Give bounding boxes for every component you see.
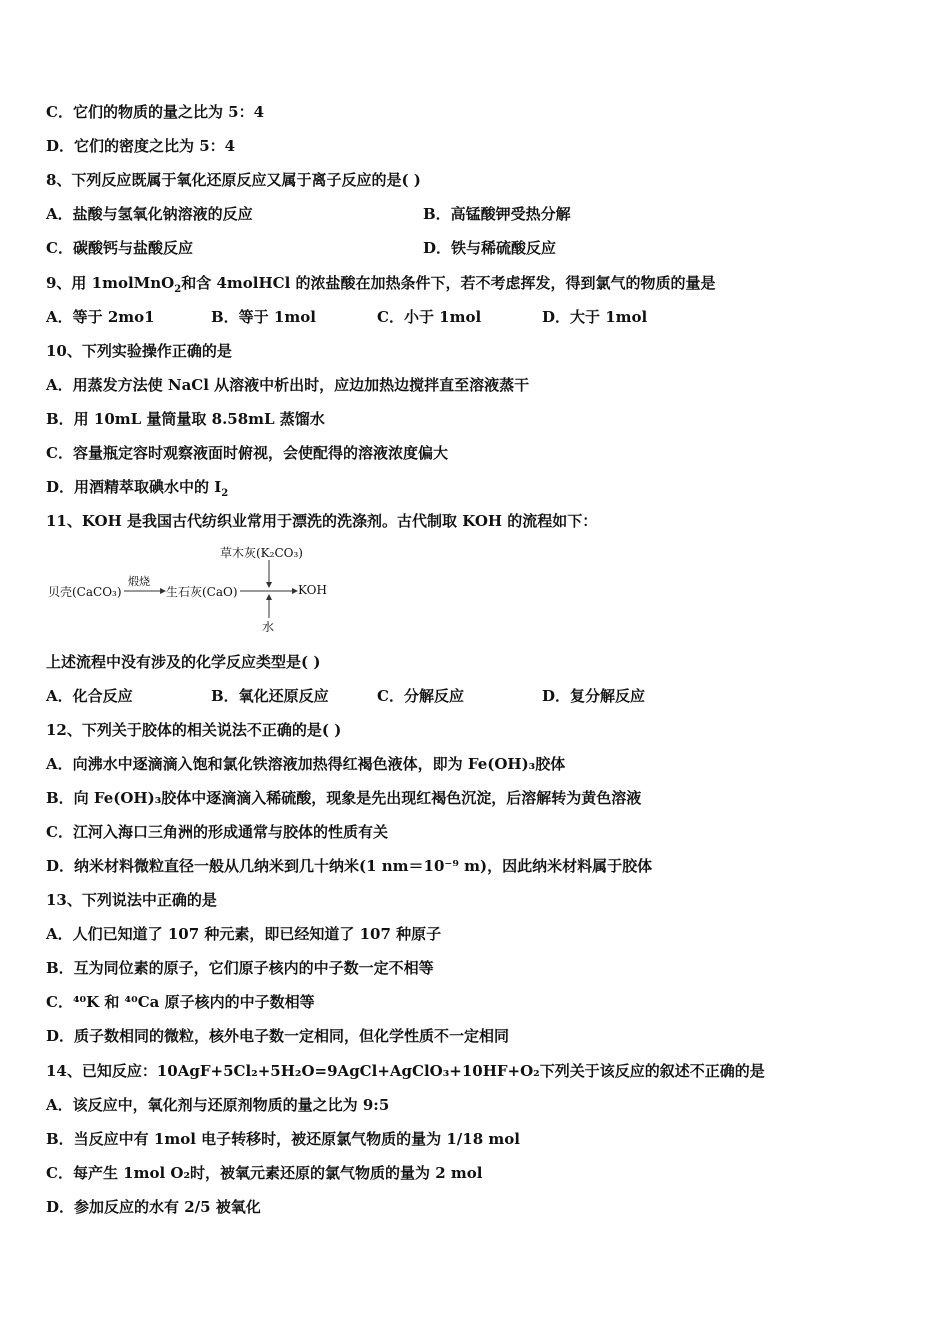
q7-option-c: C．它们的物质的量之比为 5：4: [46, 103, 265, 121]
q11-option-c: C．分解反应: [377, 687, 464, 705]
q13-option-a: A．人们已知道了 107 种元素，即已经知道了 107 种原子: [46, 925, 442, 943]
q12-option-c: C．江河入海口三角洲的形成通常与胶体的性质有关: [46, 823, 388, 841]
q14-option-c: C．每产生 1mol O₂时，被氧元素还原的氯气物质的量为 2 mol: [46, 1164, 483, 1182]
q8-option-a: A．盐酸与氢氧化钠溶液的反应: [46, 205, 253, 223]
q9-option-d: D．大于 1mol: [542, 308, 648, 326]
q8-option-b: B．高锰酸钾受热分解: [423, 205, 571, 223]
flow-koh: KOH: [298, 583, 327, 597]
q8-stem: 8、下列反应既属于氧化还原反应又属于离子反应的是( ): [46, 171, 421, 189]
q12-option-b: B．向 Fe(OH)₃胶体中逐滴滴入稀硫酸，现象是先出现红褐色沉淀，后溶解转为黄色溶液: [46, 789, 642, 807]
q14-option-b: B．当反应中有 1mol 电子转移时，被还原氯气物质的量为 1/18 mol: [46, 1130, 520, 1148]
q13-stem: 13、下列说法中正确的是: [46, 891, 217, 909]
q8-option-c: C．碳酸钙与盐酸反应: [46, 239, 193, 257]
q9-option-a: A．等于 2mo1: [46, 308, 155, 326]
flow-lime: 生石灰(CaO): [166, 585, 238, 599]
q14-stem: 14、已知反应：10AgF+5Cl₂+5H₂O=9AgCl+AgClO₃+10HF+O₂下列关于该反应的叙述不正确的是: [46, 1062, 765, 1080]
flow-ash: 草木灰(K₂CO₃): [220, 546, 303, 560]
q10-option-b: B．用 10mL 量筒量取 8.58mL 蒸馏水: [46, 410, 325, 428]
q13-option-b: B．互为同位素的原子，它们原子核内的中子数一定不相等: [46, 959, 434, 977]
q8-option-d: D．铁与稀硫酸反应: [423, 239, 557, 257]
q10-option-a: A．用蒸发方法使 NaCl 从溶液中析出时，应边加热边搅拌直至溶液蒸干: [46, 376, 530, 394]
flow-water: 水: [262, 620, 275, 634]
q8-options-row2: [46, 238, 557, 258]
q12-stem: 12、下列关于胶体的相关说法不正确的是( ): [46, 721, 342, 739]
q11-option-d: D．复分解反应: [542, 687, 646, 705]
q9-stem: 9、用 1molMnO$_2$和含 4molHCl 的浓盐酸在加热条件下，若不考虑挥发，得到氯气的物质的量是: [46, 274, 716, 295]
q11-option-a: A．化合反应: [46, 687, 133, 705]
q10-option-d: D．用酒精萃取碘水中的 $I_2$: [46, 478, 229, 499]
koh-flow-diagram: [48, 540, 348, 635]
q8-options-row1: [46, 204, 571, 224]
q13-option-d: D．质子数相同的微粒，核外电子数一定相同，但化学性质不一定相同: [46, 1027, 510, 1045]
q12-option-a: A．向沸水中逐滴滴入饱和氯化铁溶液加热得红褐色液体，即为 Fe(OH)₃胶体: [46, 755, 566, 773]
q11-option-b: B．氧化还原反应: [211, 687, 329, 705]
q11-options: [46, 686, 646, 706]
q14-option-a: A．该反应中，氧化剂与还原剂物质的量之比为 9:5: [46, 1096, 390, 1114]
q11-stem: 11、KOH 是我国古代纺织业常用于漂洗的洗涤剂。古代制取 KOH 的流程如下：: [46, 512, 598, 530]
q9-option-b: B．等于 1mol: [211, 308, 316, 326]
q10-stem: 10、下列实验操作正确的是: [46, 342, 232, 360]
flow-shell: 贝壳(CaCO₃): [48, 585, 122, 599]
q14-option-d: D．参加反应的水有 2/5 被氧化: [46, 1198, 261, 1216]
q7-option-d: D．它们的密度之比为 5：4: [46, 137, 236, 155]
q9-option-c: C．小于 1mol: [377, 308, 482, 326]
q12-option-d: D．纳米材料微粒直径一般从几纳米到几十纳米(1 nm＝10⁻⁹ m)，因此纳米材料属于胶体: [46, 857, 653, 875]
q13-option-c: C．⁴⁰K 和 ⁴⁰Ca 原子核内的中子数相等: [46, 993, 315, 1011]
flow-calcine: 煅烧: [128, 575, 150, 588]
q10-option-c: C．容量瓶定容时观察液面时俯视，会使配得的溶液浓度偏大: [46, 444, 448, 462]
q11-question: 上述流程中没有涉及的化学反应类型是( ): [46, 653, 321, 671]
q9-options: [46, 307, 648, 327]
